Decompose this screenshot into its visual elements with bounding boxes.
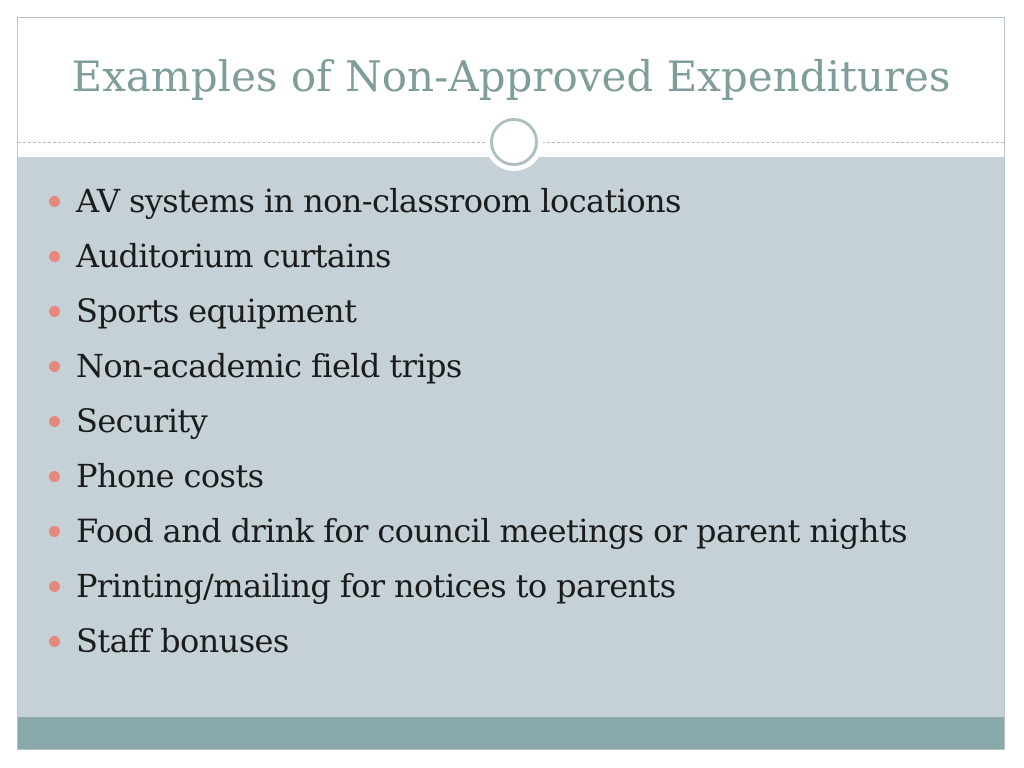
bullet-text: Non-academic field trips: [76, 347, 462, 385]
bullet-dot-icon: [49, 636, 60, 647]
bullet-dot-icon: [49, 361, 60, 372]
bullet-text: Printing/mailing for notices to parents: [76, 567, 676, 605]
bullet-dot-icon: [49, 416, 60, 427]
bullet-dot-icon: [49, 251, 60, 262]
bullet-dot-icon: [49, 196, 60, 207]
bullet-text: Sports equipment: [76, 292, 357, 330]
slide-title: Examples of Non-Approved Expenditures: [71, 52, 951, 101]
bullet-text: Staff bonuses: [76, 622, 289, 660]
bullet-text: AV systems in non-classroom locations: [76, 182, 681, 220]
bullet-dot-icon: [49, 471, 60, 482]
footer-band: [18, 717, 1004, 750]
bullet-text: Auditorium curtains: [76, 237, 391, 275]
bullet-text: Food and drink for council meetings or parent nights: [76, 512, 907, 550]
circle-ornament-icon: [485, 113, 543, 171]
bullet-dot-icon: [49, 306, 60, 317]
bullet-dot-icon: [49, 526, 60, 537]
bullet-text: Phone costs: [76, 457, 264, 495]
slide: [17, 17, 1005, 750]
ornament-ring: [490, 118, 538, 166]
bullet-text: Security: [76, 402, 208, 440]
bullet-dot-icon: [49, 581, 60, 592]
